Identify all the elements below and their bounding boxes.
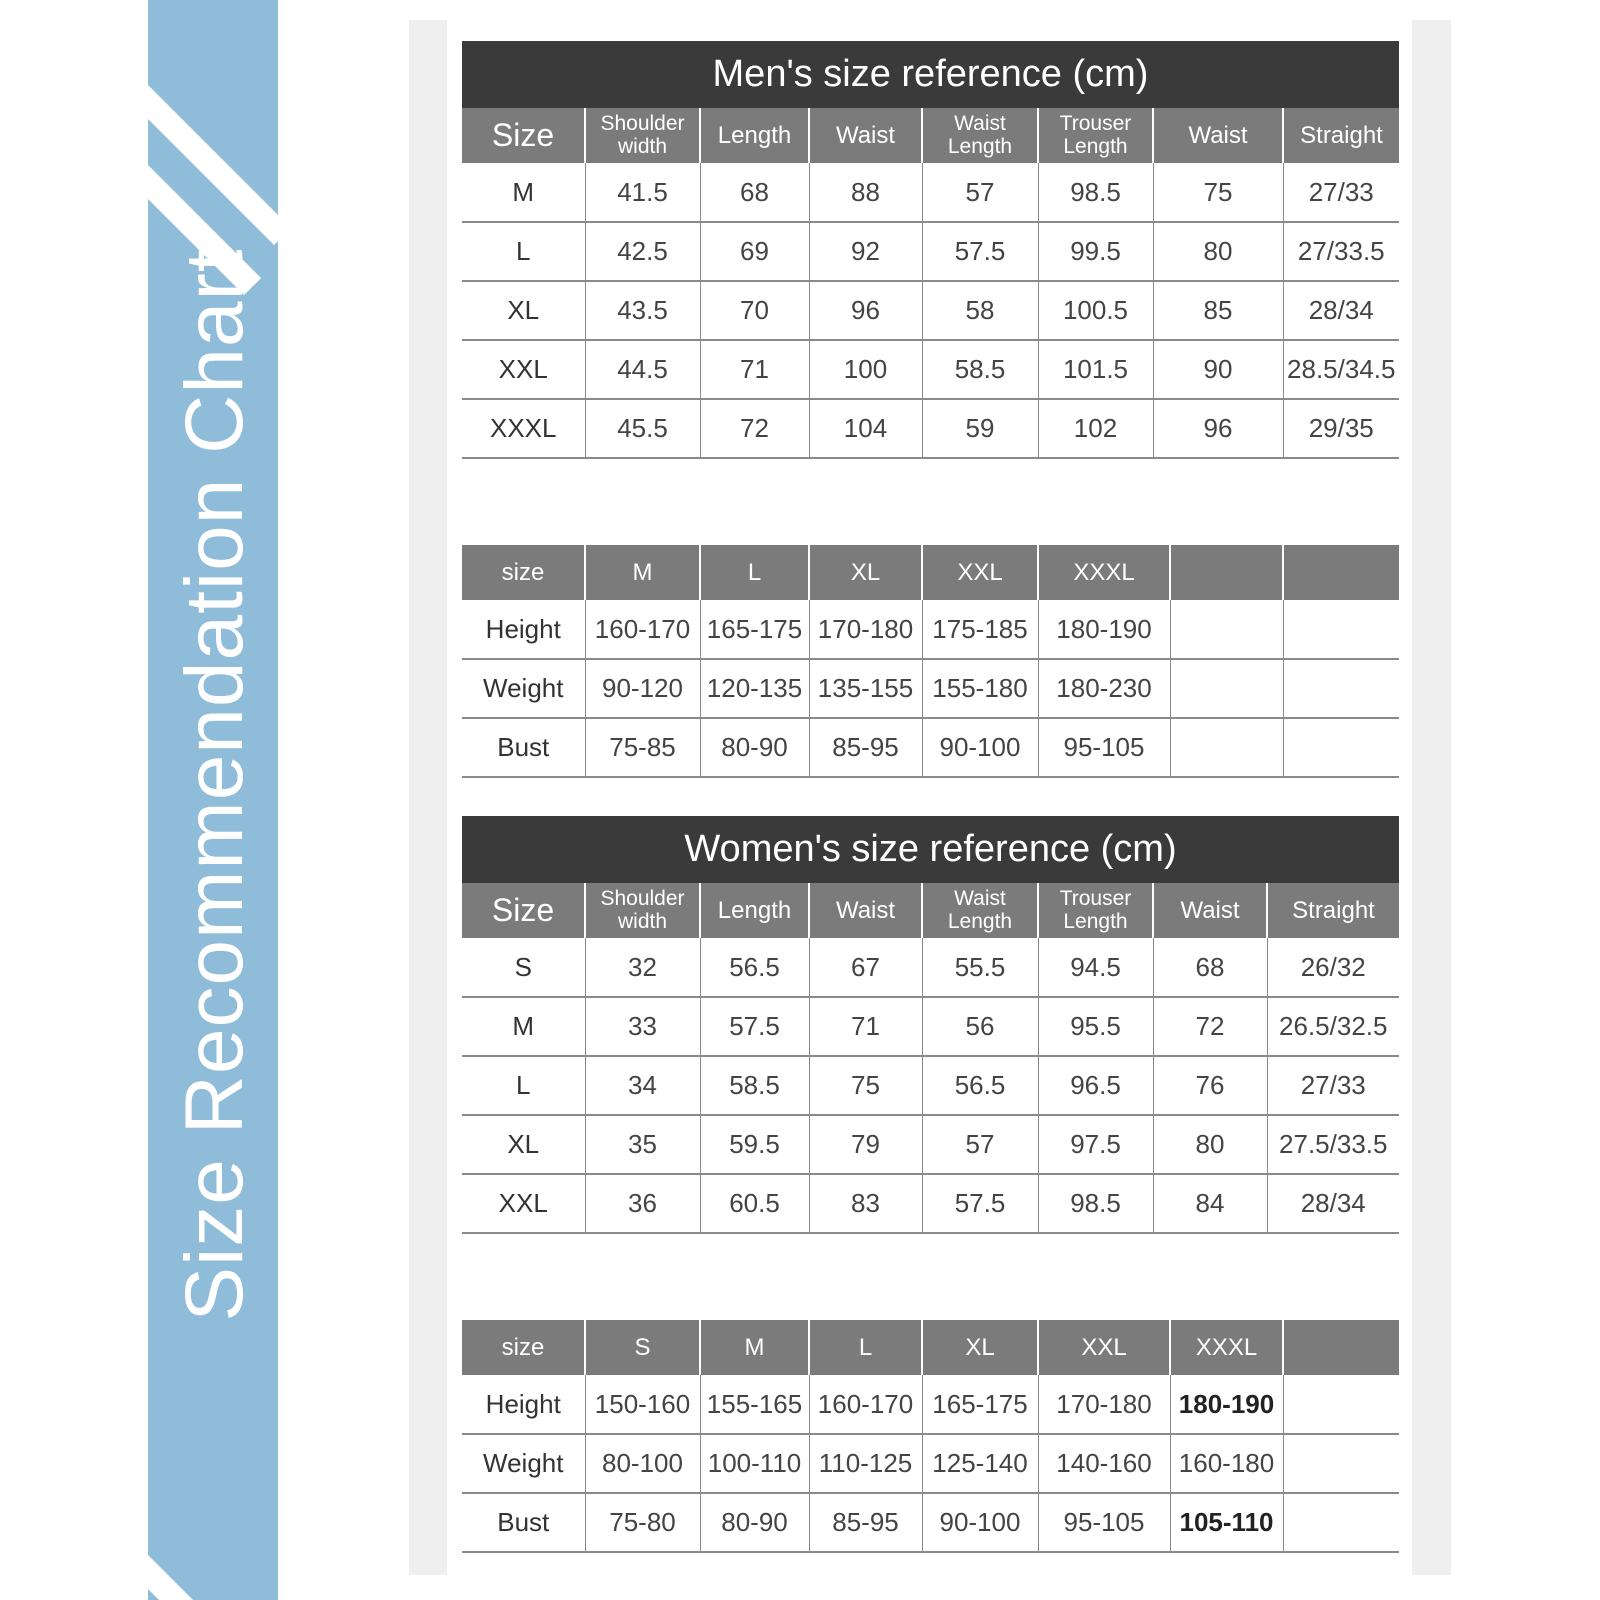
table-cell: 104: [809, 399, 922, 458]
header-cell: XXL: [922, 545, 1038, 600]
table-cell: [1283, 1434, 1399, 1493]
table-cell: 160-180: [1170, 1434, 1283, 1493]
header-cell: Shoulder width: [585, 883, 700, 938]
header-cell: [1283, 545, 1399, 600]
table-cell: 29/35: [1283, 399, 1399, 458]
table-cell: 101.5: [1038, 340, 1153, 399]
row-label-cell: XL: [462, 1115, 585, 1174]
table-cell: 180-230: [1038, 659, 1170, 718]
row-label-cell: L: [462, 1056, 585, 1115]
table-header-row: [462, 1320, 1399, 1375]
header-cell: Size: [462, 108, 585, 163]
table-cell: 80-90: [700, 718, 809, 777]
table-cell: 27/33: [1283, 163, 1399, 222]
header-cell: XL: [922, 1320, 1038, 1375]
table-cell: 170-180: [809, 600, 922, 659]
table-cell: 60.5: [700, 1174, 809, 1233]
table-cell: [1170, 659, 1283, 718]
row-label-cell: Height: [462, 600, 585, 659]
table-cell: 100-110: [700, 1434, 809, 1493]
table-cell: 70: [700, 281, 809, 340]
table-cell: 79: [809, 1115, 922, 1174]
table-cell: 55.5: [922, 938, 1038, 997]
table-cell: 75-80: [585, 1493, 700, 1552]
table-cell: 90: [1153, 340, 1283, 399]
table-cell: 155-180: [922, 659, 1038, 718]
table-cell: 160-170: [585, 600, 700, 659]
table-row: [462, 163, 1399, 222]
womens-reference-block: [462, 816, 1399, 1234]
table-cell: 71: [700, 340, 809, 399]
table-cell: 68: [1153, 938, 1267, 997]
table-cell: 84: [1153, 1174, 1267, 1233]
table-cell: 34: [585, 1056, 700, 1115]
row-label-cell: XL: [462, 281, 585, 340]
table-cell: 135-155: [809, 659, 922, 718]
table-row: [462, 340, 1399, 399]
header-cell: Waist: [1153, 108, 1283, 163]
table-cell: 42.5: [585, 222, 700, 281]
table-cell: 44.5: [585, 340, 700, 399]
table-cell: 85-95: [809, 718, 922, 777]
header-cell: Straight: [1283, 108, 1399, 163]
table-cell: 27/33: [1267, 1056, 1399, 1115]
table-cell: 76: [1153, 1056, 1267, 1115]
table-cell: 32: [585, 938, 700, 997]
table-cell: 100.5: [1038, 281, 1153, 340]
header-cell: S: [585, 1320, 700, 1375]
table-cell: [1170, 718, 1283, 777]
womens-recommendation-block: [462, 1320, 1399, 1553]
header-cell: Shoulder width: [585, 108, 700, 163]
table-row: [462, 938, 1399, 997]
row-label-cell: M: [462, 163, 585, 222]
table-header-row: [462, 883, 1399, 938]
row-label-cell: Weight: [462, 659, 585, 718]
row-label-cell: XXXL: [462, 399, 585, 458]
row-label-cell: Bust: [462, 1493, 585, 1552]
header-cell: size: [462, 545, 585, 600]
table-cell: 26/32: [1267, 938, 1399, 997]
table-cell: 80-100: [585, 1434, 700, 1493]
table-row: [462, 1434, 1399, 1493]
table-cell: 27/33.5: [1283, 222, 1399, 281]
table-cell: 165-175: [700, 600, 809, 659]
table-cell: 140-160: [1038, 1434, 1170, 1493]
table-cell: 95.5: [1038, 997, 1153, 1056]
table-cell: 41.5: [585, 163, 700, 222]
table-cell: 71: [809, 997, 922, 1056]
table-header-row: [462, 545, 1399, 600]
header-cell: XL: [809, 545, 922, 600]
header-cell: Length: [700, 883, 809, 938]
table-row: [462, 997, 1399, 1056]
table-cell: 120-135: [700, 659, 809, 718]
table-cell: 165-175: [922, 1375, 1038, 1434]
table-cell: 155-165: [700, 1375, 809, 1434]
table-cell: 98.5: [1038, 163, 1153, 222]
table-cell: 27.5/33.5: [1267, 1115, 1399, 1174]
header-cell: XXL: [1038, 1320, 1170, 1375]
table-cell: 96: [1153, 399, 1283, 458]
header-cell: Waist Length: [922, 883, 1038, 938]
header-cell: Trouser Length: [1038, 883, 1153, 938]
table-cell: 92: [809, 222, 922, 281]
table-cell: 90-120: [585, 659, 700, 718]
table-cell: 80: [1153, 222, 1283, 281]
row-label-cell: Bust: [462, 718, 585, 777]
table-cell: 85-95: [809, 1493, 922, 1552]
table-cell: 58.5: [922, 340, 1038, 399]
table-cell: 56.5: [922, 1056, 1038, 1115]
header-cell: XXXL: [1170, 1320, 1283, 1375]
table-cell: 68: [700, 163, 809, 222]
table-cell: 56.5: [700, 938, 809, 997]
table-cell: 72: [700, 399, 809, 458]
header-cell: Waist Length: [922, 108, 1038, 163]
mens-reference-block: [462, 41, 1399, 459]
table-cell: 35: [585, 1115, 700, 1174]
table-cell: 95-105: [1038, 718, 1170, 777]
table-cell: 102: [1038, 399, 1153, 458]
table-cell: 90-100: [922, 718, 1038, 777]
table-cell: 58: [922, 281, 1038, 340]
table-cell: 57.5: [700, 997, 809, 1056]
banner-title: Size Recommendation Chart: [169, 248, 260, 1322]
table-cell: 98.5: [1038, 1174, 1153, 1233]
header-cell: Waist: [809, 108, 922, 163]
header-cell: XXXL: [1038, 545, 1170, 600]
table-row: [462, 1115, 1399, 1174]
table-cell: [1283, 1493, 1399, 1552]
row-label-cell: Height: [462, 1375, 585, 1434]
header-cell: Length: [700, 108, 809, 163]
table-cell: 69: [700, 222, 809, 281]
table-cell: 160-170: [809, 1375, 922, 1434]
row-label-cell: M: [462, 997, 585, 1056]
table-cell: 28.5/34.5: [1283, 340, 1399, 399]
row-label-cell: S: [462, 938, 585, 997]
table-cell: 59.5: [700, 1115, 809, 1174]
table-cell: 45.5: [585, 399, 700, 458]
table-cell: [1283, 718, 1399, 777]
table-cell: 80: [1153, 1115, 1267, 1174]
table-cell: 180-190: [1170, 1375, 1283, 1434]
table-cell: 85: [1153, 281, 1283, 340]
table-row: [462, 1174, 1399, 1233]
table-cell: 100: [809, 340, 922, 399]
table-row: [462, 399, 1399, 458]
table-row: [462, 1056, 1399, 1115]
table-cell: 43.5: [585, 281, 700, 340]
table-cell: 96.5: [1038, 1056, 1153, 1115]
header-cell: Waist: [1153, 883, 1267, 938]
table-cell: 75: [1153, 163, 1283, 222]
row-label-cell: XXL: [462, 340, 585, 399]
table-cell: [1283, 600, 1399, 659]
mens-recommendation-table: [462, 545, 1399, 778]
table-cell: 105-110: [1170, 1493, 1283, 1552]
table-cell: 94.5: [1038, 938, 1153, 997]
table-cell: 75-85: [585, 718, 700, 777]
table-cell: 75: [809, 1056, 922, 1115]
table-cell: 57: [922, 1115, 1038, 1174]
table-cell: 56: [922, 997, 1038, 1056]
table-row: [462, 1493, 1399, 1552]
table-cell: [1283, 659, 1399, 718]
table-cell: 26.5/32.5: [1267, 997, 1399, 1056]
header-cell: M: [585, 545, 700, 600]
table-cell: 150-160: [585, 1375, 700, 1434]
header-cell: Waist: [809, 883, 922, 938]
table-cell: 80-90: [700, 1493, 809, 1552]
table-cell: 88: [809, 163, 922, 222]
womens-recommendation-table: [462, 1320, 1399, 1553]
table-cell: 28/34: [1283, 281, 1399, 340]
header-cell: M: [700, 1320, 809, 1375]
banner-stripe: [148, 1414, 261, 1600]
row-label-cell: L: [462, 222, 585, 281]
table-cell: 110-125: [809, 1434, 922, 1493]
table-cell: 67: [809, 938, 922, 997]
header-cell: L: [809, 1320, 922, 1375]
row-label-cell: XXL: [462, 1174, 585, 1233]
mens-recommendation-block: [462, 545, 1399, 778]
table-cell: 170-180: [1038, 1375, 1170, 1434]
table-cell: 83: [809, 1174, 922, 1233]
table-row: [462, 1375, 1399, 1434]
header-cell: Straight: [1267, 883, 1399, 938]
mens-reference-table: [462, 108, 1399, 459]
header-cell: [1170, 545, 1283, 600]
header-cell: Size: [462, 883, 585, 938]
header-cell: size: [462, 1320, 585, 1375]
table-cell: 33: [585, 997, 700, 1056]
table-cell: 125-140: [922, 1434, 1038, 1493]
table-cell: 59: [922, 399, 1038, 458]
table-row: [462, 718, 1399, 777]
table-cell: [1170, 600, 1283, 659]
table-cell: 58.5: [700, 1056, 809, 1115]
table-row: [462, 600, 1399, 659]
table-cell: 95-105: [1038, 1493, 1170, 1552]
womens-reference-table: [462, 883, 1399, 1234]
table-cell: 57.5: [922, 1174, 1038, 1233]
table-cell: 28/34: [1267, 1174, 1399, 1233]
table-cell: 180-190: [1038, 600, 1170, 659]
mens-reference-title: Men's size reference (cm): [462, 41, 1399, 108]
header-cell: [1283, 1320, 1399, 1375]
table-cell: 96: [809, 281, 922, 340]
table-cell: [1283, 1375, 1399, 1434]
header-cell: L: [700, 545, 809, 600]
table-row: [462, 281, 1399, 340]
table-cell: 72: [1153, 997, 1267, 1056]
table-cell: 36: [585, 1174, 700, 1233]
table-cell: 99.5: [1038, 222, 1153, 281]
header-cell: Trouser Length: [1038, 108, 1153, 163]
table-cell: 97.5: [1038, 1115, 1153, 1174]
womens-reference-title: Women's size reference (cm): [462, 816, 1399, 883]
table-cell: 175-185: [922, 600, 1038, 659]
table-header-row: [462, 108, 1399, 163]
row-label-cell: Weight: [462, 1434, 585, 1493]
table-cell: 90-100: [922, 1493, 1038, 1552]
table-cell: 57: [922, 163, 1038, 222]
table-cell: 57.5: [922, 222, 1038, 281]
table-row: [462, 659, 1399, 718]
table-row: [462, 222, 1399, 281]
